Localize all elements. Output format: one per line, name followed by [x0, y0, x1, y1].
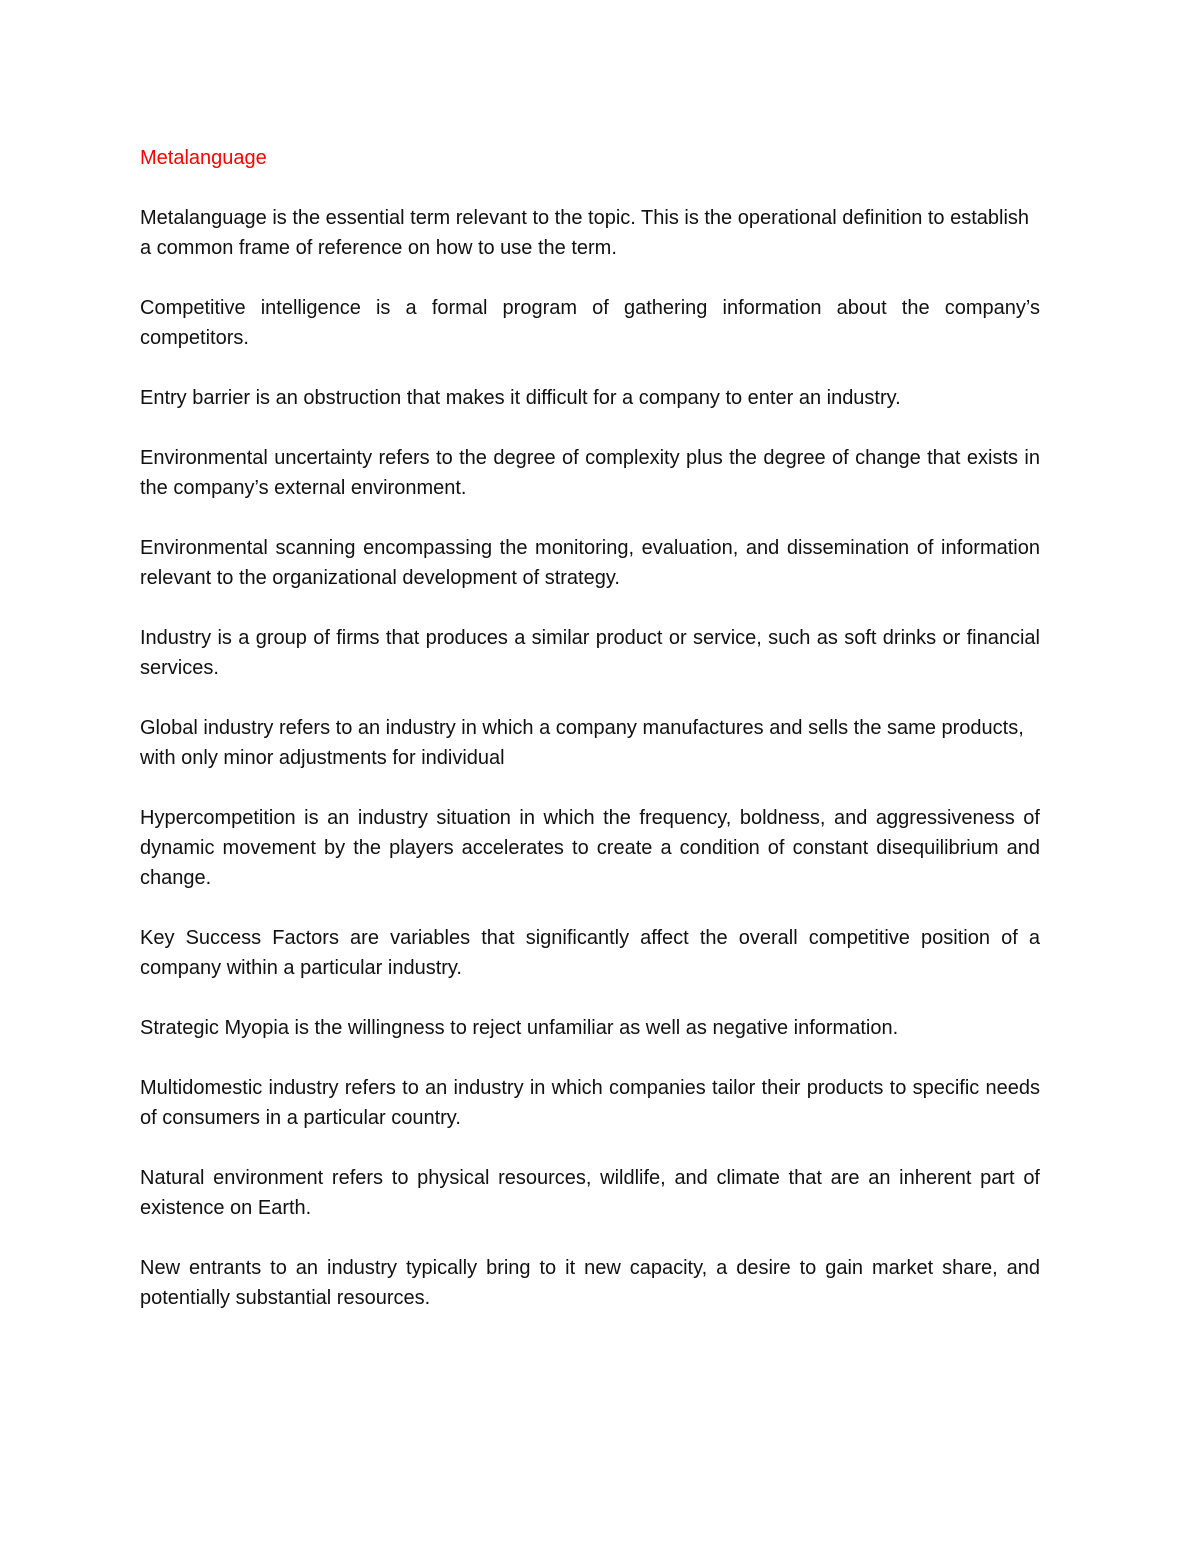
paragraph-environmental-uncertainty: Environmental uncertainty refers to the degree of complexity plus the degree of change that exists in the company’s external environment.	[140, 447, 1040, 499]
paragraph-hypercompetition: Hypercompetition is an industry situation in which the frequency, boldness, and aggressiveness of dynamic movement by the players accelerates to create a condition of constant disequilibrium and change.	[140, 807, 1040, 889]
paragraph-entry-barrier: Entry barrier is an obstruction that makes it difficult for a company to enter an industry.	[140, 387, 901, 409]
paragraph-competitive-intelligence: Competitive intelligence is a formal program of gathering information about the company’s competitors.	[140, 297, 1040, 349]
document-title: Metalanguage	[140, 147, 267, 169]
paragraph-metalanguage-definition: Metalanguage is the essential term relevant to the topic. This is the operational definition to establish a common frame of reference on how to use the term.	[140, 207, 1030, 259]
paragraph-strategic-myopia: Strategic Myopia is the willingness to reject unfamiliar as well as negative information.	[140, 1017, 899, 1039]
paragraph-industry: Industry is a group of firms that produces a similar product or service, such as soft drinks or financial services.	[140, 627, 1040, 679]
paragraph-environmental-scanning: Environmental scanning encompassing the monitoring, evaluation, and dissemination of information relevant to the organizational development of strategy.	[140, 537, 1040, 589]
paragraph-global-industry: Global industry refers to an industry in which a company manufactures and sells the same products, with only minor adjustments for individual	[140, 717, 1024, 769]
paragraph-natural-environment: Natural environment refers to physical resources, wildlife, and climate that are an inherent part of existence on Earth.	[140, 1167, 1040, 1219]
document-body	[140, 143, 1040, 1343]
paragraph-multidomestic-industry: Multidomestic industry refers to an industry in which companies tailor their products to specific needs of consumers in a particular country.	[140, 1077, 1040, 1129]
paragraph-new-entrants: New entrants to an industry typically bring to it new capacity, a desire to gain market share, and potentially substantial resources.	[140, 1257, 1040, 1309]
paragraph-key-success-factors: Key Success Factors are variables that significantly affect the overall competitive position of a company within a particular industry.	[140, 927, 1040, 979]
